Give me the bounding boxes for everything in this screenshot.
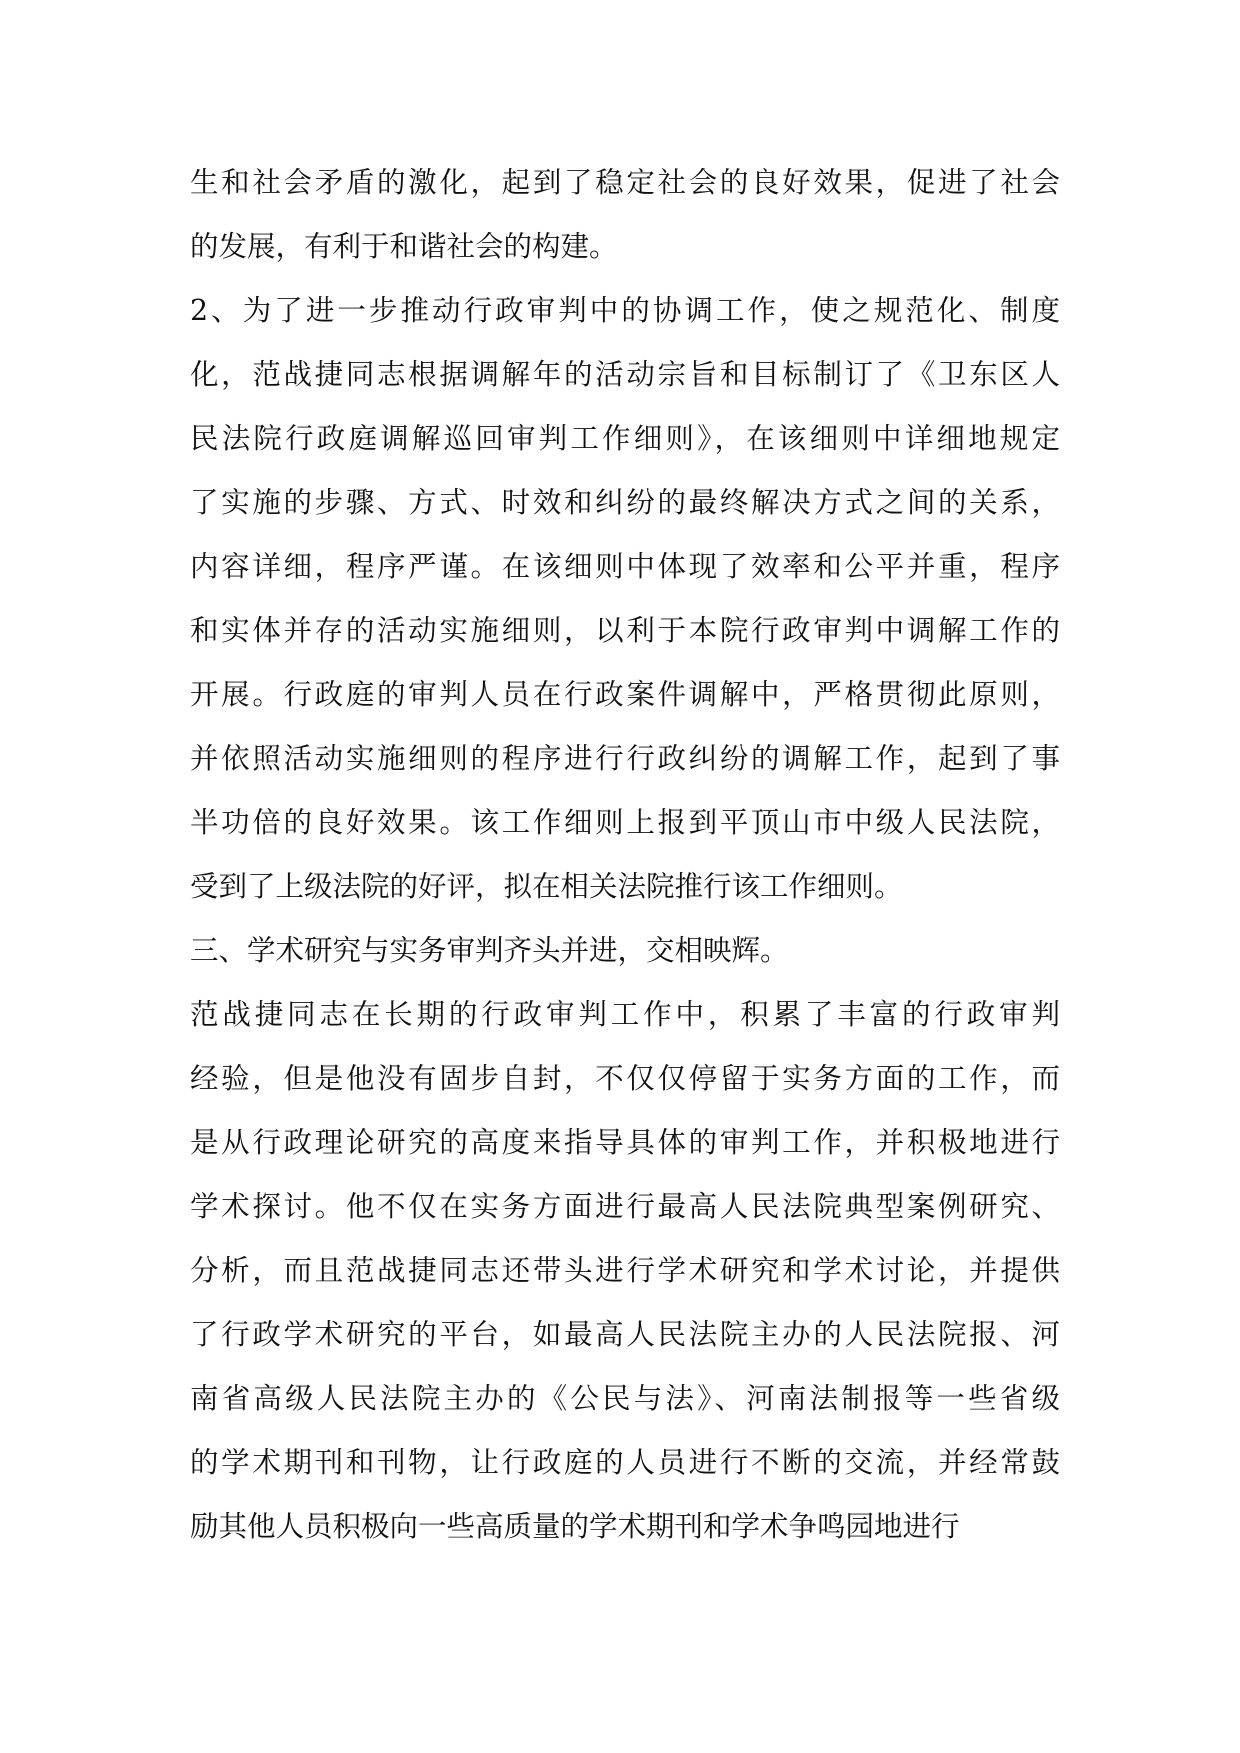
text-line: 民法院行政庭调解巡回审判工作细则》，在该细则中详细地规定 [190,422,1060,455]
text-line: 和实体并存的活动实施细则，以利于本院行政审判中调解工作的 [190,614,1060,647]
text-line: 经验，但是他没有固步自封，不仅仅停留于实务方面的工作，而 [190,1062,1060,1095]
text-line: 生和社会矛盾的激化，起到了稳定社会的良好效果，促进了社会 [190,166,1060,199]
text-line: 南省高级人民法院主办的《公民与法》、河南法制报等一些省级 [190,1382,1060,1415]
text-line: 并依照活动实施细则的程序进行行政纠纷的调解工作，起到了事 [190,742,1060,775]
text-line: 开展。行政庭的审判人员在行政案件调解中，严格贯彻此原则， [190,678,1060,711]
text-line: 的学术期刊和刊物，让行政庭的人员进行不断的交流，并经常鼓 [190,1446,1060,1479]
text-line: 是从行政理论研究的高度来指导具体的审判工作，并积极地进行 [190,1126,1060,1159]
text-line: 范战捷同志在长期的行政审判工作中，积累了丰富的行政审判 [190,998,1060,1031]
text-line: 受到了上级法院的好评，拟在相关法院推行该工作细则。 [190,870,903,903]
text-line: 励其他人员积极向一些高质量的学术期刊和学术争鸣园地进行 [190,1510,960,1543]
text-line: 的发展，有利于和谐社会的构建。 [190,230,618,263]
text-line: 学术探讨。他不仅在实务方面进行最高人民法院典型案例研究、 [190,1190,1060,1223]
text-line: 半功倍的良好效果。该工作细则上报到平顶山市中级人民法院， [190,806,1060,839]
text-line: 分析，而且范战捷同志还带头进行学术研究和学术讨论，并提供 [190,1254,1060,1287]
text-line: 化，范战捷同志根据调解年的活动宗旨和目标制订了《卫东区人 [190,358,1060,391]
text-line: 内容详细，程序严谨。在该细则中体现了效率和公平并重，程序 [190,550,1060,583]
section-heading: 三、学术研究与实务审判齐头并进，交相映辉。 [190,934,789,967]
text-line: 了行政学术研究的平台，如最高人民法院主办的人民法院报、河 [190,1318,1060,1351]
body-text [190,151,1060,1559]
text-line: 了实施的步骤、方式、时效和纠纷的最终解决方式之间的关系， [190,486,1060,519]
text-line: 2、为了进一步推动行政审判中的协调工作，使之规范化、制度 [190,294,1060,327]
